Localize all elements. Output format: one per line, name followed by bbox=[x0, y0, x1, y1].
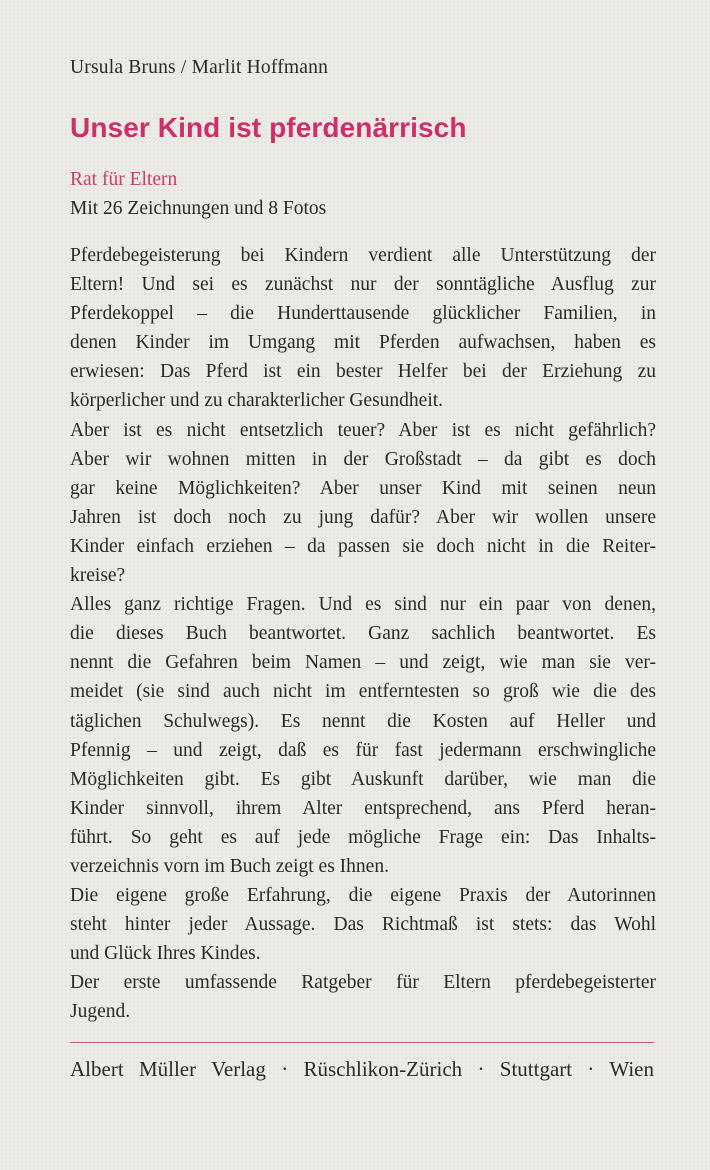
blurb-line: führt. So geht es auf jede mögliche Frage ein: Das Inhalts- bbox=[70, 826, 656, 848]
blurb-line: meidet (sie sind auch nicht im entferntesten so groß wie die des bbox=[70, 681, 656, 703]
blurb-line: Eltern! Und sei es zunächst nur der sonntägliche Ausflug zur bbox=[70, 274, 656, 296]
blurb-text bbox=[70, 241, 656, 1027]
blurb-line: und Glück Ihres Kindes. bbox=[70, 943, 261, 965]
illustration-info: Mit 26 Zeichnungen und 8 Fotos bbox=[70, 198, 327, 219]
blurb-line: kreise? bbox=[70, 565, 126, 587]
blurb-line: Jahren ist doch noch zu jung dafür? Aber wir wollen unsere bbox=[70, 506, 656, 528]
blurb-line: die dieses Buch beantwortet. Ganz sachlich beantwortet. Es bbox=[70, 623, 656, 645]
author-names: Ursula Bruns / Marlit Hoffmann bbox=[70, 57, 329, 78]
blurb-line: Möglichkeiten gibt. Es gibt Auskunft darüber, wie man die bbox=[70, 768, 656, 790]
divider-rule bbox=[70, 1042, 654, 1043]
blurb-line: Pfennig – und zeigt, daß es für fast jedermann erschwingliche bbox=[70, 739, 656, 761]
blurb-line: Jugend. bbox=[70, 1001, 131, 1023]
blurb-line: gar keine Möglichkeiten? Aber unser Kind mit seinen neun bbox=[70, 477, 656, 499]
blurb-line: Pferdekoppel – die Hunderttausende glücklicher Familien, in bbox=[70, 303, 656, 325]
blurb-line: Kinder einfach erziehen – da passen sie doch nicht in die Reiter- bbox=[70, 535, 656, 557]
blurb-line: Kinder sinnvoll, ihrem Alter entsprechend, ans Pferd heran- bbox=[70, 797, 656, 819]
book-subtitle: Rat für Eltern bbox=[70, 169, 178, 190]
blurb-line: nennt die Gefahren beim Namen – und zeigt, wie man sie ver- bbox=[70, 652, 656, 674]
blurb-line: Aber ist es nicht entsetzlich teuer? Aber ist es nicht gefährlich? bbox=[70, 419, 656, 441]
blurb-line: verzeichnis vorn im Buch zeigt es Ihnen. bbox=[70, 855, 389, 877]
blurb-line: täglichen Schulwegs). Es nennt die Kosten auf Heller und bbox=[70, 710, 656, 732]
blurb-line: Pferdebegeisterung bei Kindern verdient alle Unterstützung der bbox=[70, 245, 656, 266]
blurb-line: Die eigene große Erfahrung, die eigene Praxis der Autorinnen bbox=[70, 885, 656, 907]
blurb-line: Alles ganz richtige Fragen. Und es sind nur ein paar von denen, bbox=[70, 594, 656, 616]
blurb-line: Der erste umfassende Ratgeber für Eltern pferdebegeisterter bbox=[70, 972, 656, 994]
blurb-line: körperlicher und zu charakterlicher Gesundheit. bbox=[70, 390, 444, 412]
blurb-line: Aber wir wohnen mitten in der Großstadt – da gibt es doch bbox=[70, 448, 656, 470]
blurb-line: denen Kinder im Umgang mit Pferden aufwachsen, haben es bbox=[70, 332, 656, 354]
blurb-line: erwiesen: Das Pferd ist ein bester Helfer bei der Erziehung zu bbox=[70, 361, 656, 383]
blurb-line: steht hinter jeder Aussage. Das Richtmaß ist stets: das Wohl bbox=[70, 914, 656, 936]
publisher-line: Albert Müller Verlag · Rüschlikon-Zürich · Stuttgart · Wien bbox=[70, 1057, 654, 1081]
book-title: Unser Kind ist pferdenärrisch bbox=[70, 112, 467, 143]
